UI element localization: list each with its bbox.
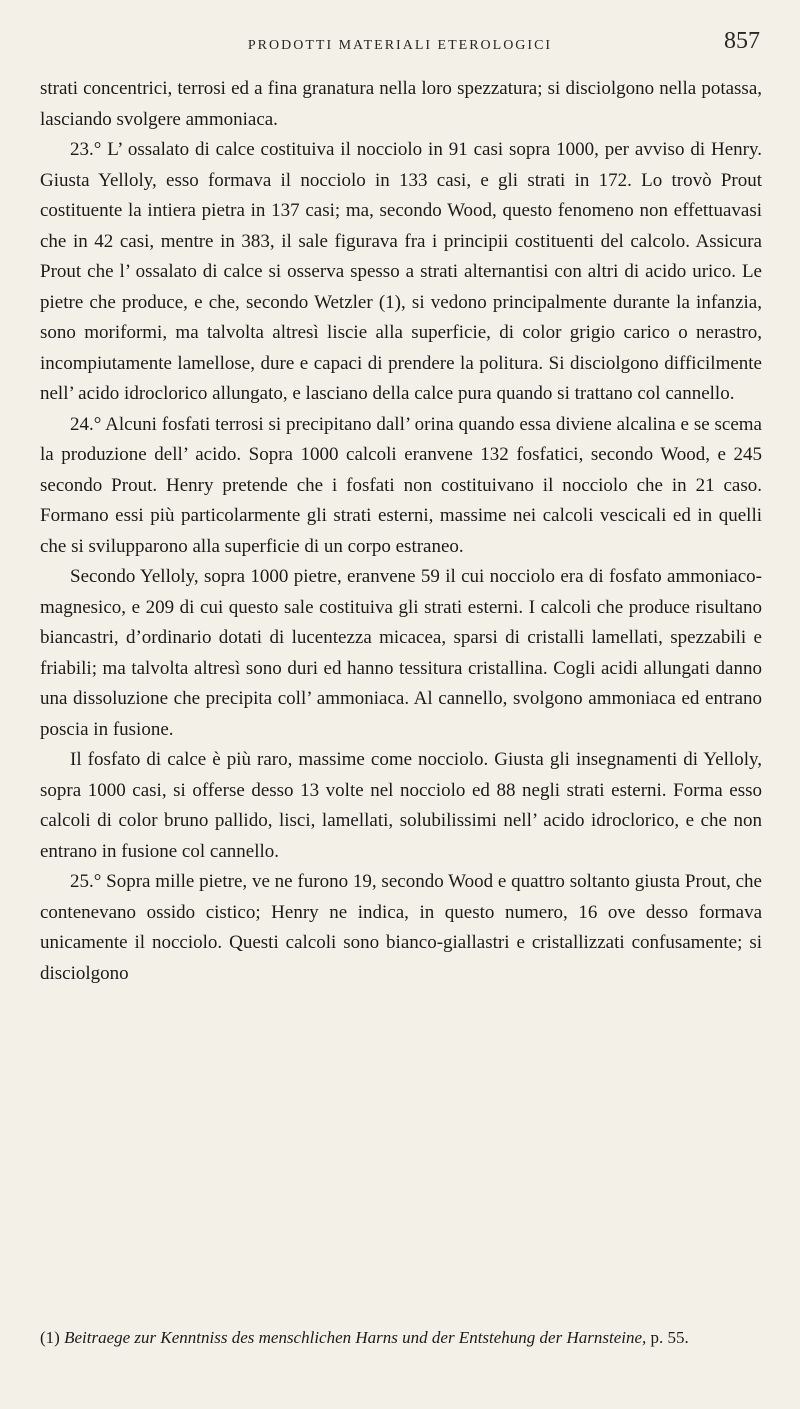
- page-header: [40, 24, 760, 64]
- body-text: [40, 74, 762, 989]
- footnote-page: p. 55.: [650, 1328, 689, 1347]
- page-number: 857: [724, 28, 760, 54]
- paragraph-yelloly: Secondo Yelloly, sopra 1000 pietre, eranvene 59 il cui nocciolo era di fosfato ammoniaco-magnesico, e 209 di cui questo sale costituiva gli strati esterni. I calcoli che produce risultano biancastri, d’ordinario dotati di lucentezza micacea, sparsi di cristalli lamellati, spezzabili e friabili; ma talvolta altresì sono duri ed hanno tessitura cristallina. Cogli acidi allungati danno una dissoluzione che precipita coll’ ammoniaca. Al cannello, svolgono ammoniaca ed entrano poscia in fusione.: [40, 566, 762, 740]
- footnote-title: Beitraege zur Kenntniss des menschlichen Harns und der Entstehung der Harnsteine,: [64, 1328, 647, 1347]
- footnote-mark: (1): [40, 1328, 60, 1347]
- paragraph-24: 24.° Alcuni fosfati terrosi si precipitano dall’ orina quando essa diviene alcalina e se scema la produzione dell’ acido. Sopra 1000 calcoli eranvene 132 fosfatici, secondo Wood, e 245 secondo Prout. Henry pretende che i fosfati non costituivano il nocciolo che in 21 caso. Formano essi più particolarmente gli strati esterni, massime nei calcoli vescicali ed in quelli che si svilupparono alla superficie di un corpo estraneo.: [40, 413, 762, 557]
- paragraph-25: 25.° Sopra mille pietre, ve ne furono 19, secondo Wood e quattro soltanto giusta Prout, che contenevano ossido cistico; Henry ne indica, in questo numero, 16 ove desso formava unicamente il nocciolo. Questi calcoli sono bianco-giallastri e cristallizzati confusamente; si disciolgono: [40, 871, 762, 984]
- paragraph-23: 23.° L’ ossalato di calce costituiva il nocciolo in 91 casi sopra 1000, per avviso di Henry. Giusta Yelloly, esso formava il nocciolo in 133 casi, e gli strati in 172. Lo trovò Prout costituente la intiera pietra in 137 casi; ma, secondo Wood, questo fenomeno non effettuavasi che in 42 casi, mentre in 383, il sale figurava fra i principii costituenti del calcolo. Assicura Prout che l’ ossalato di calce si osserva spesso a strati alternantisi con altri di acido urico. Le pietre che produce, e che, secondo Wetzler (1), si vedono principalmente durante la infanzia, sono moriformi, ma talvolta altresì liscie alla superficie, di color grigio carico o nerastro, incompiutamente lamellose, dure e capaci di prendere la politura. Si disciolgono difficilmente nell’ acido idroclorico allungato, e lasciano della calce pura quando si trattano col cannello.: [40, 139, 762, 404]
- paragraph-continuation: strati concentrici, terrosi ed a fina granatura nella loro spezzatura; si disciolgono nella potassa, lasciando svolgere ammoniaca.: [40, 78, 762, 130]
- paragraph-fosfato-calce: Il fosfato di calce è più raro, massime come nocciolo. Giusta gli insegnamenti di Yelloly, sopra 1000 casi, si offerse desso 13 volte nel nocciolo ed 88 negli strati esterni. Forma esso calcoli di color bruno pallido, lisci, lamellati, solubilissimi nell’ acido idroclorico, e che non entrano in fusione col cannello.: [40, 749, 762, 862]
- footnote: [40, 1325, 762, 1350]
- running-head: PRODOTTI MATERIALI ETEROLOGICI: [247, 38, 553, 53]
